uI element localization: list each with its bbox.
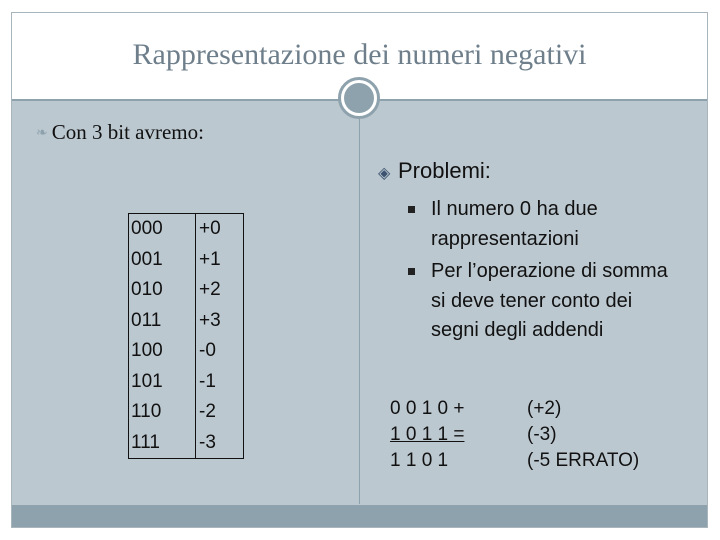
bits-cell: 100: [129, 336, 196, 367]
sum-note: (-5 ERRATO): [527, 450, 640, 471]
problems-heading-text: Problemi:: [398, 158, 491, 183]
bit-table: [128, 213, 244, 459]
bits-cell: 001: [129, 245, 196, 276]
table-row: [129, 397, 244, 428]
bullet-arrow-icon: ❧: [36, 126, 48, 141]
value-cell: -3: [196, 428, 244, 459]
value-cell: +0: [196, 214, 244, 245]
column-divider: [359, 119, 360, 504]
table-row: [129, 428, 244, 459]
table-row: [129, 306, 244, 337]
problems-heading: [378, 158, 491, 184]
sum-note: (+2): [527, 398, 562, 419]
sum-line: 1 0 1 1 =: [390, 424, 465, 445]
square-bullet-icon: [408, 268, 415, 275]
title-circle-inner: [344, 83, 374, 113]
bits-cell: 000: [129, 214, 196, 245]
square-bullet-icon: [408, 206, 415, 213]
diamond-bullet-icon: ◈: [378, 165, 391, 182]
value-cell: +2: [196, 275, 244, 306]
value-cell: +3: [196, 306, 244, 337]
binary-sum: [390, 396, 464, 474]
table-row: [129, 367, 244, 398]
problem-item: [431, 195, 671, 254]
left-bullet-text: Con 3 bit avremo:: [51, 120, 204, 144]
value-cell: -1: [196, 367, 244, 398]
sum-line: 0 0 1 0 +: [390, 398, 465, 419]
left-bullet: [36, 120, 204, 145]
value-cell: -2: [196, 397, 244, 428]
problem-item-text: Per l’operazione di somma si deve tener conto dei segni degli addendi: [431, 260, 668, 341]
table-row: [129, 336, 244, 367]
problem-item: [431, 257, 671, 346]
bits-cell: 111: [129, 428, 196, 459]
bits-cell: 101: [129, 367, 196, 398]
sum-line: 1 1 0 1: [390, 450, 449, 471]
bits-cell: 110: [129, 397, 196, 428]
table-row: [129, 245, 244, 276]
sum-notes: [527, 396, 639, 474]
title-circle-ornament: [338, 77, 380, 119]
value-cell: +1: [196, 245, 244, 276]
problem-item-text: Il numero 0 ha due rappresentazioni: [431, 198, 598, 250]
bits-cell: 010: [129, 275, 196, 306]
slide-title: Rappresentazione dei numeri negativi: [132, 38, 587, 71]
bottom-bar: [12, 505, 707, 527]
value-cell: -0: [196, 336, 244, 367]
table-row: [129, 214, 244, 245]
table-row: [129, 275, 244, 306]
bits-cell: 011: [129, 306, 196, 337]
sum-note: (-3): [527, 424, 557, 445]
